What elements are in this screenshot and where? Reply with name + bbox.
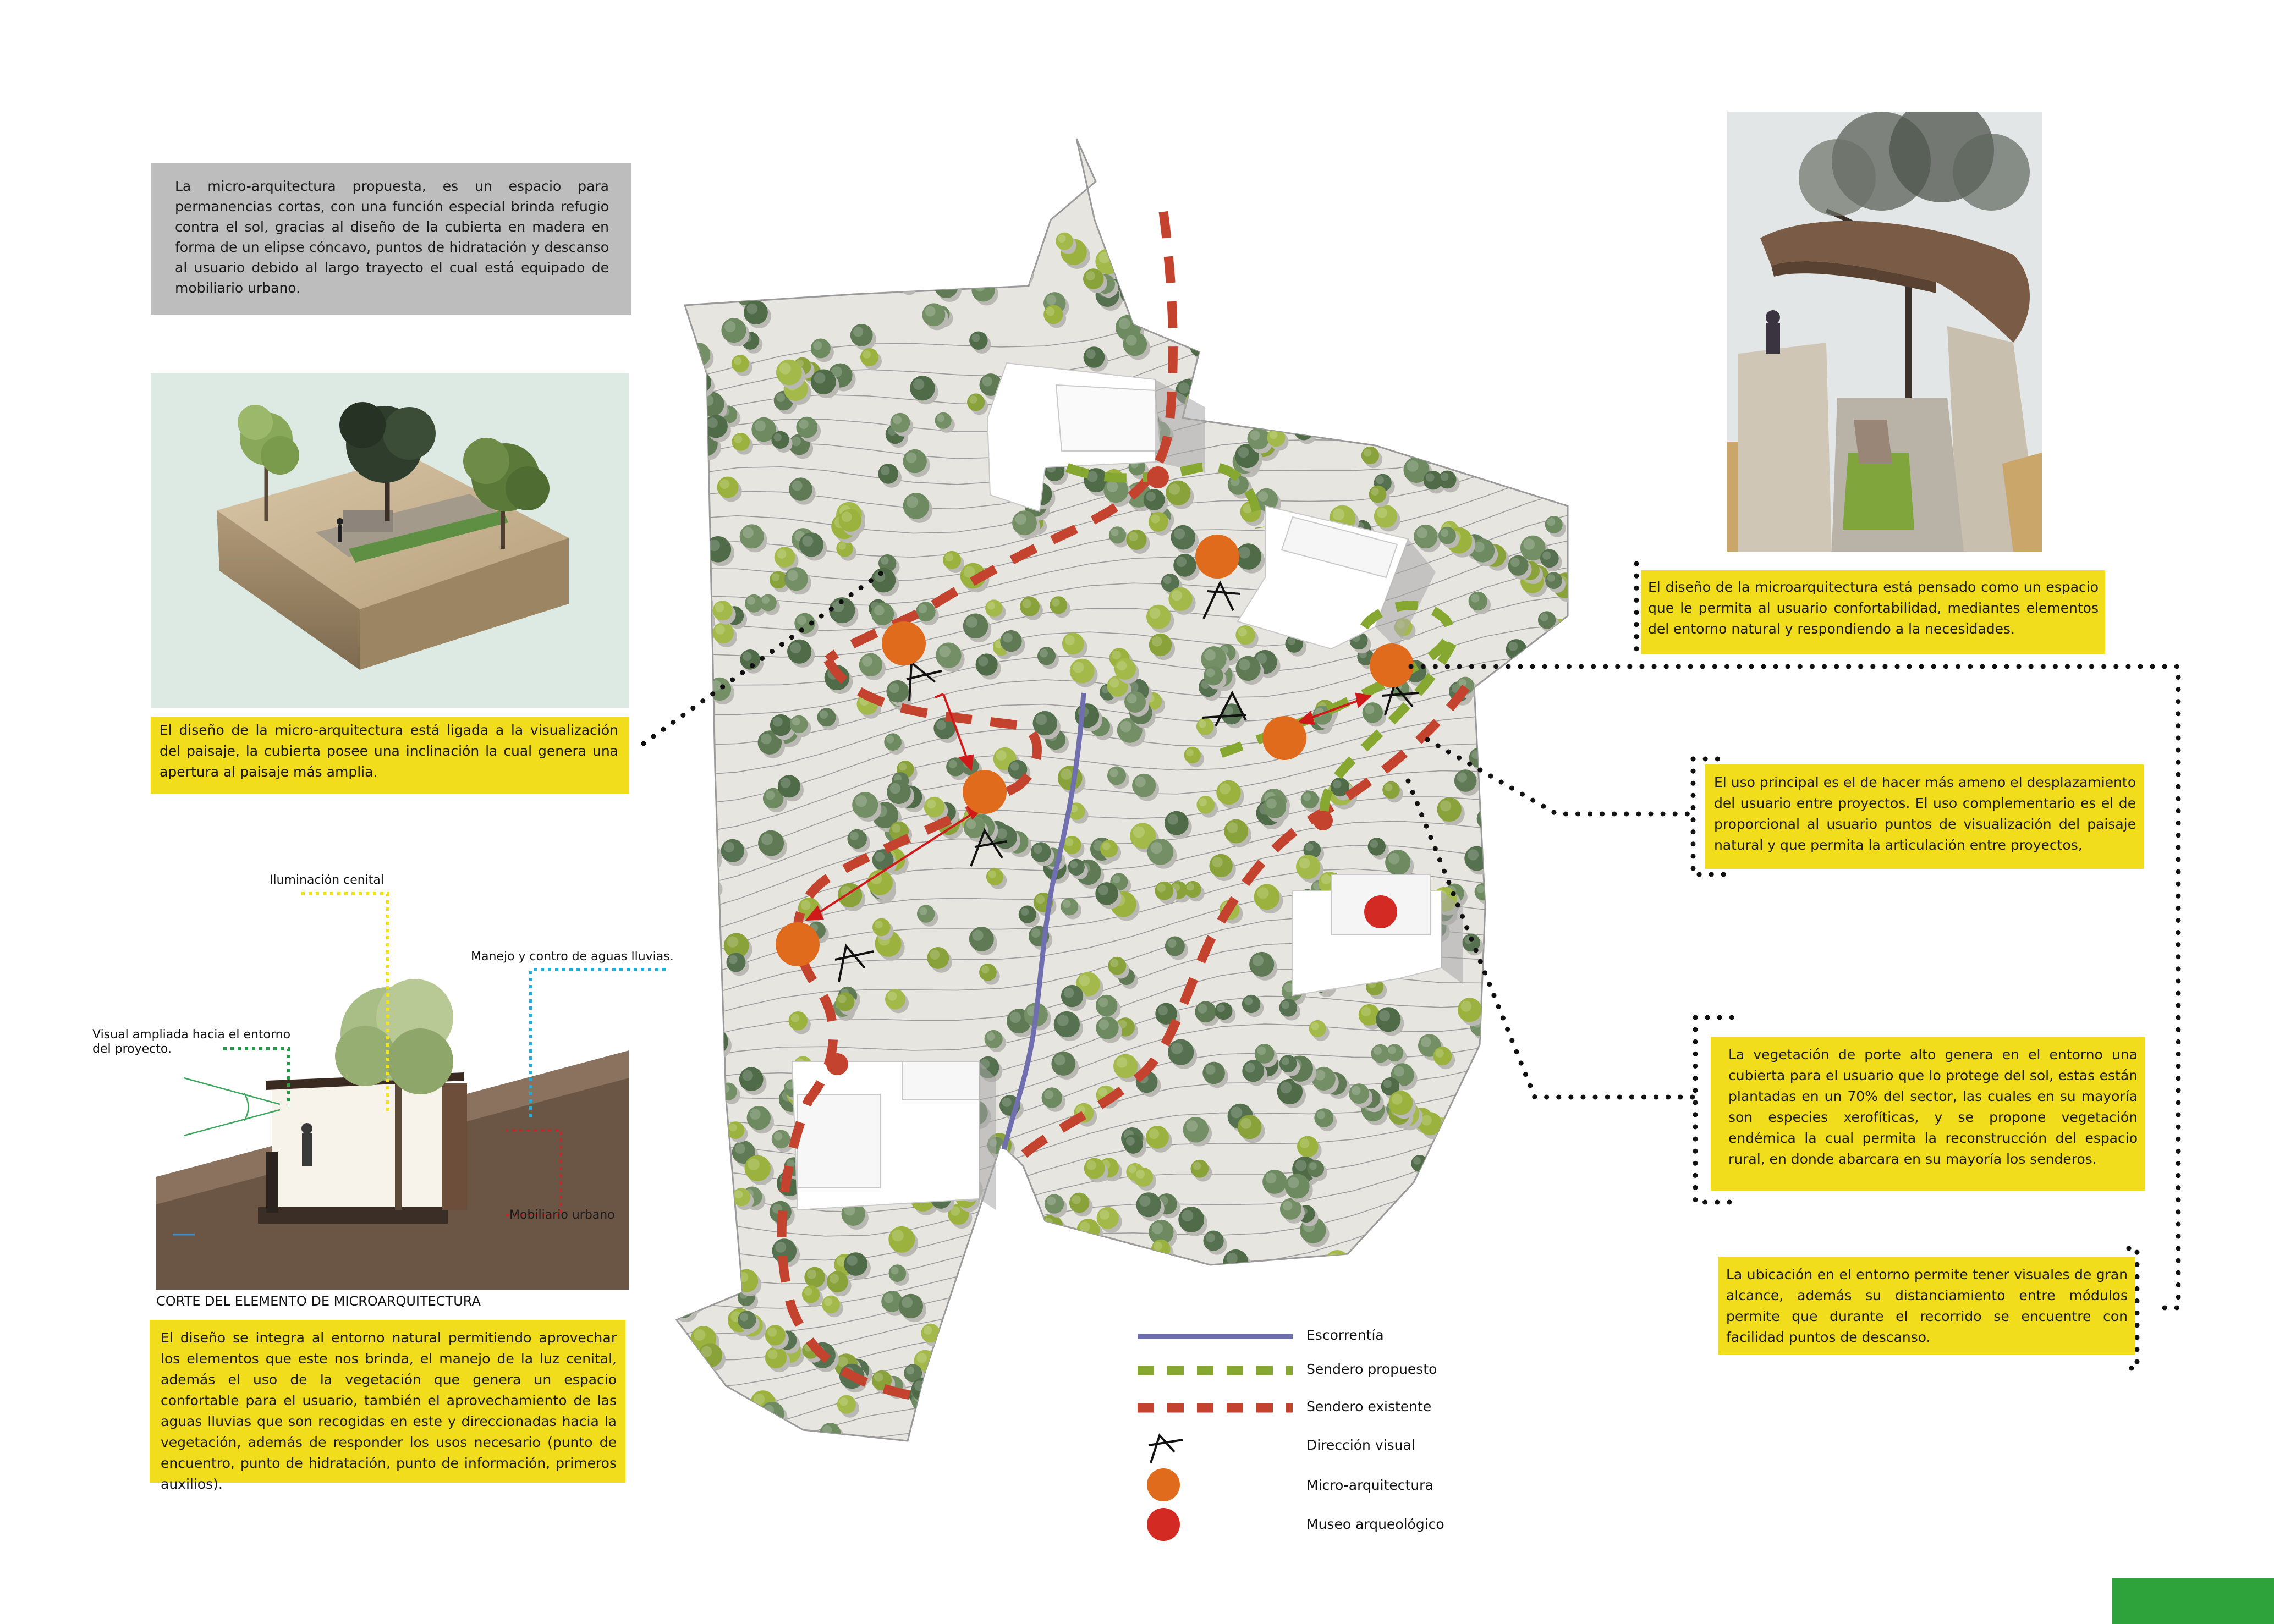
uses-text-box <box>1705 764 2144 869</box>
corner-tab <box>2112 1578 2274 1624</box>
section-caption: CORTE DEL ELEMENTO DE MICROARQUITECTURA <box>156 1293 481 1309</box>
legend-micro-architecture-label: Micro-arquitectura <box>1306 1477 1433 1493</box>
comfort-text-box <box>1641 570 2105 654</box>
label-urban-furniture: Mobiliario urbano <box>509 1208 615 1222</box>
location-text-box <box>1718 1257 2135 1355</box>
uses-text: El uso principal es el de hacer más ameno el desplazamiento del usuario entre proyectos. El uso complementario es el de proporcional al usuario puntos de visualización del paisaje natural y que permita la articulación entre proyectos, <box>1714 774 2136 853</box>
intro-text: La micro-arquitectura propuesta, es un espacio para permanencias cortas, con una función especial brinda refugio contra el sol, gracias al diseño de la cubierta en madera en forma de un elipse cóncavo, puntos de hidratación y descanso al usuario debido al largo trayecto el cual está equipado de mobiliario urbano. <box>175 178 609 296</box>
vegetation-text-box <box>1711 1037 2145 1191</box>
render-pavilion-image <box>1727 112 2042 552</box>
legend-museum-icon <box>1147 1508 1180 1541</box>
label-visual-1: Visual ampliada hacia el entorno <box>92 1028 291 1042</box>
label-rainwater: Manejo y contro de aguas lluvias. <box>471 950 674 964</box>
vegetation-text: La vegetación de porte alto genera en el entorno una cubierta para el usuario que lo protege del sol, estas están plantadas en un 70% del sector, las cuales en su mayoría son especies xerofíticas, y se propone vegetación endémica la cual permita la reconstrucción del espacio rural, en donde abarcara en su mayoría los senderos. <box>1728 1047 2138 1167</box>
legend-visual-direction-icon <box>1149 1435 1183 1463</box>
legend-museum-label: Museo arqueológico <box>1306 1516 1444 1532</box>
legend-runoff-label: Escorrentía <box>1306 1327 1384 1343</box>
integration-text: El diseño se integra al entorno natural permitiendo aprovechar los elementos que este nos brinda, el manejo de la luz cenital, además el uso de la vegetación que genera un espacio confortable para el usuario, también el aprovechamiento de las aguas lluvias que son recogidas en este y direccionadas hacia la vegetación, además de responder los usos necesario (punto de encuentro, punto de hidratación, punto de información, primeros auxilios). <box>161 1330 617 1492</box>
comfort-text: El diseño de la microarquitectura está pensado como un espacio que le permita al usuario confortabilidad, mediantes elementos del entorno natural y respondiendo a la necesidades. <box>1648 579 2099 637</box>
label-zenithal-light: Iluminación cenital <box>270 873 385 887</box>
legend-micro-architecture-icon <box>1147 1468 1180 1501</box>
legend-existing-label: Sendero existente <box>1306 1399 1432 1414</box>
visualization-text: El diseño de la micro-arquitectura está ligada a la visualización del paisaje, la cubierta posee una inclinación la cual genera una apertura al paisaje más amplia. <box>160 722 618 780</box>
location-text: La ubicación en el entorno permite tener visuales de gran alcance, además su distanciamiento entre módulos permite que durante el recorrido se encuentre con facilidad puntos de descanso. <box>1726 1267 2128 1345</box>
legend-proposed-label: Sendero propuesto <box>1306 1361 1437 1377</box>
label-visual-2: del proyecto. <box>92 1042 172 1056</box>
legend-visual-direction-label: Dirección visual <box>1306 1437 1415 1453</box>
